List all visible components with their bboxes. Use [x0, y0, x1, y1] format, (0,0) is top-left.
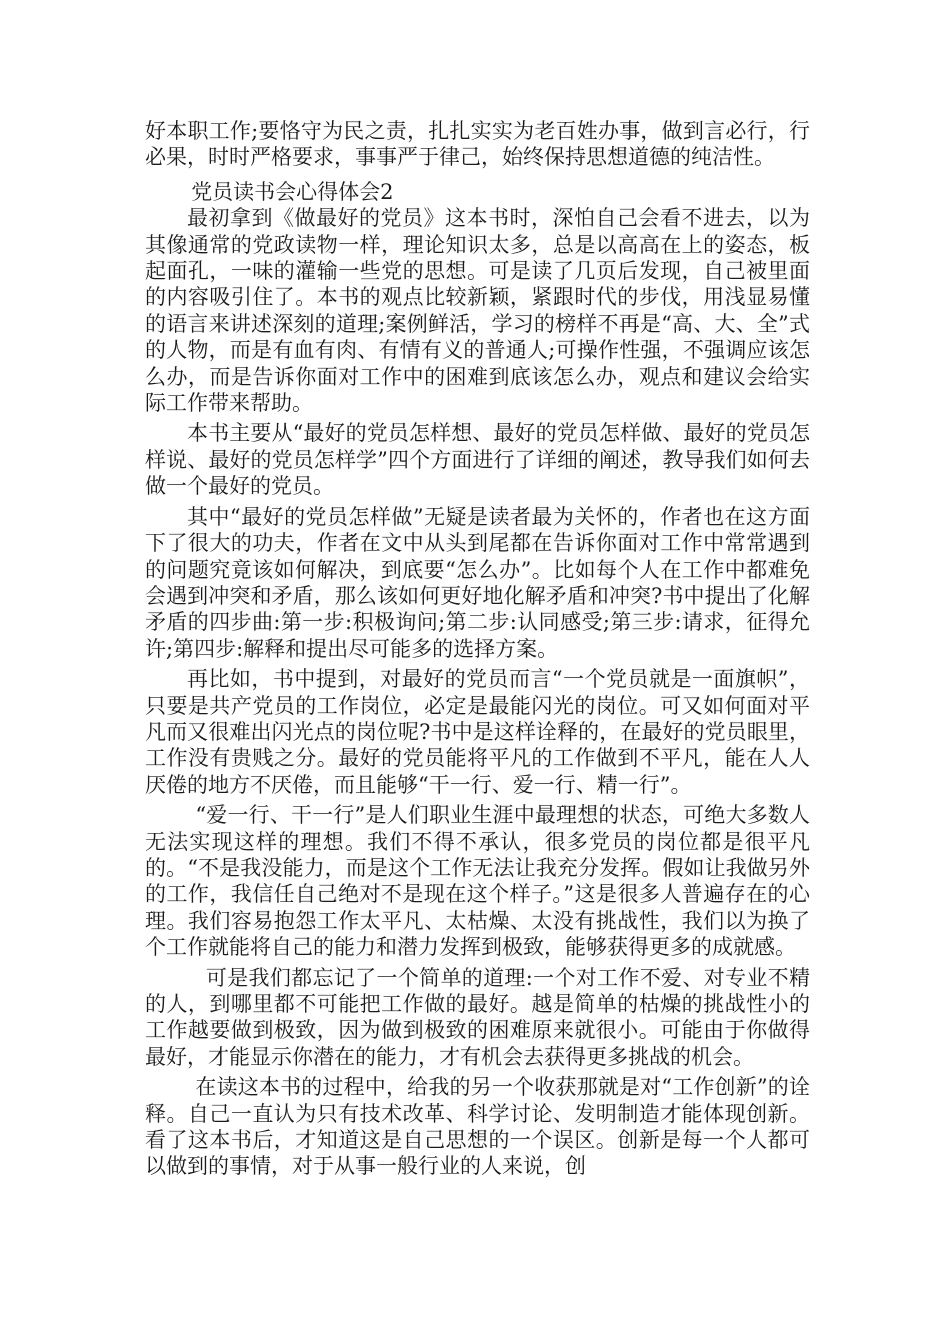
paragraph-first-impression: 最初拿到《做最好的党员》这本书时，深怕自己会看不进去，以为其像通常的党政读物一样，理论知识太多，总是以高高在上的姿态，板起面孔，一味的灌输一些党的思想。可是读了几页后发现，自己被里面的内容吸引住了。本书的观点比较新颖，紧跟时代的步伐，用浅显易懂的语言来讲述深刻的道理;案例鲜活，学习的榜样不再是“高、大、全”式的人物，而是有血有肉、有情有义的普通人;可操作性强，不强调应该怎么办，而是告诉你面对工作中的困难到底该怎么办，观点和建议会给实际工作带来帮助。 [145, 206, 810, 416]
paragraph-continued: 好本职工作;要恪守为民之责，扎扎实实为老百姓办事，做到言必行，行必果，时时严格要求，事事严于律己，始终保持思想道德的纯洁性。 [145, 119, 810, 170]
document-page [145, 118, 810, 1180]
paragraph-book-overview: 本书主要从“最好的党员怎样想、最好的党员怎样做、最好的党员怎样说、最好的党员怎样学”四个方面进行了详细的阐述，教导我们如何去做一个最好的党员。 [145, 421, 810, 499]
paragraph-flag-example: 再比如，书中提到，对最好的党员而言“一个党员就是一面旗帜”，只要是共产党员的工作岗位，必定是最能闪光的岗位。可又如何面对平凡而又很难出闪光点的岗位呢?书中是这样诠释的，在最好的党员眼里，工作没有贵贱之分。最好的党员能将平凡的工作做到不平凡，能在人人厌倦的地方不厌倦，而且能够“干一行、爱一行、精一行”。 [145, 667, 810, 797]
paragraph-love-work: “爱一行、干一行”是人们职业生涯中最理想的状态，可绝大多数人无法实现这样的理想。我们不得不承认，很多党员的岗位都是很平凡的。“不是我没能力，而是这个工作无法让我充分发挥。假如让我做另外的工作，我信任自己绝对不是现在这个样子。”这是很多人普遍存在的心理。我们容易抱怨工作太平凡、太枯燥、太没有挑战性，我们以为换了个工作就能将自己的能力和潜力发挥到极致，能够获得更多的成就感。 [145, 803, 810, 960]
section-heading: 党员读书会心得体会2 [191, 179, 394, 204]
paragraph-innovation: 在读这本书的过程中，给我的另一个收获那就是对“工作创新”的诠释。自己一直认为只有技术改革、科学讨论、发明制造才能体现创新。看了这本书后，才知道这是自己思想的一个误区。创新是每一个人都可以做到的事情，对于从事一般行业的人来说，创 [145, 1075, 810, 1179]
paragraph-how-to-act: 其中“最好的党员怎样做”无疑是读者最为关怀的，作者也在这方面下了很大的功夫，作者在文中从头到尾都在告诉你面对工作中常常遇到的问题究竟该如何解决，到底要“怎么办”。比如每个人在工作中都难免会遇到冲突和矛盾，那么该如何更好地化解矛盾和冲突?书中提出了化解矛盾的四步曲:第一步:积极询问;第二步:认同感受;第三步:请求，征得允许;第四步:解释和提出尽可能多的选择方案。 [145, 504, 810, 661]
paragraph-simple-truth: 可是我们都忘记了一个简单的道理:一个对工作不爱、对专业不精的人，到哪里都不可能把工作做的最好。越是简单的枯燥的挑战性小的工作越要做到极致，因为做到极致的困难原来就很小。可能由于你做得最好，才能显示你潜在的能力，才有机会去获得更多挑战的机会。 [145, 965, 810, 1069]
